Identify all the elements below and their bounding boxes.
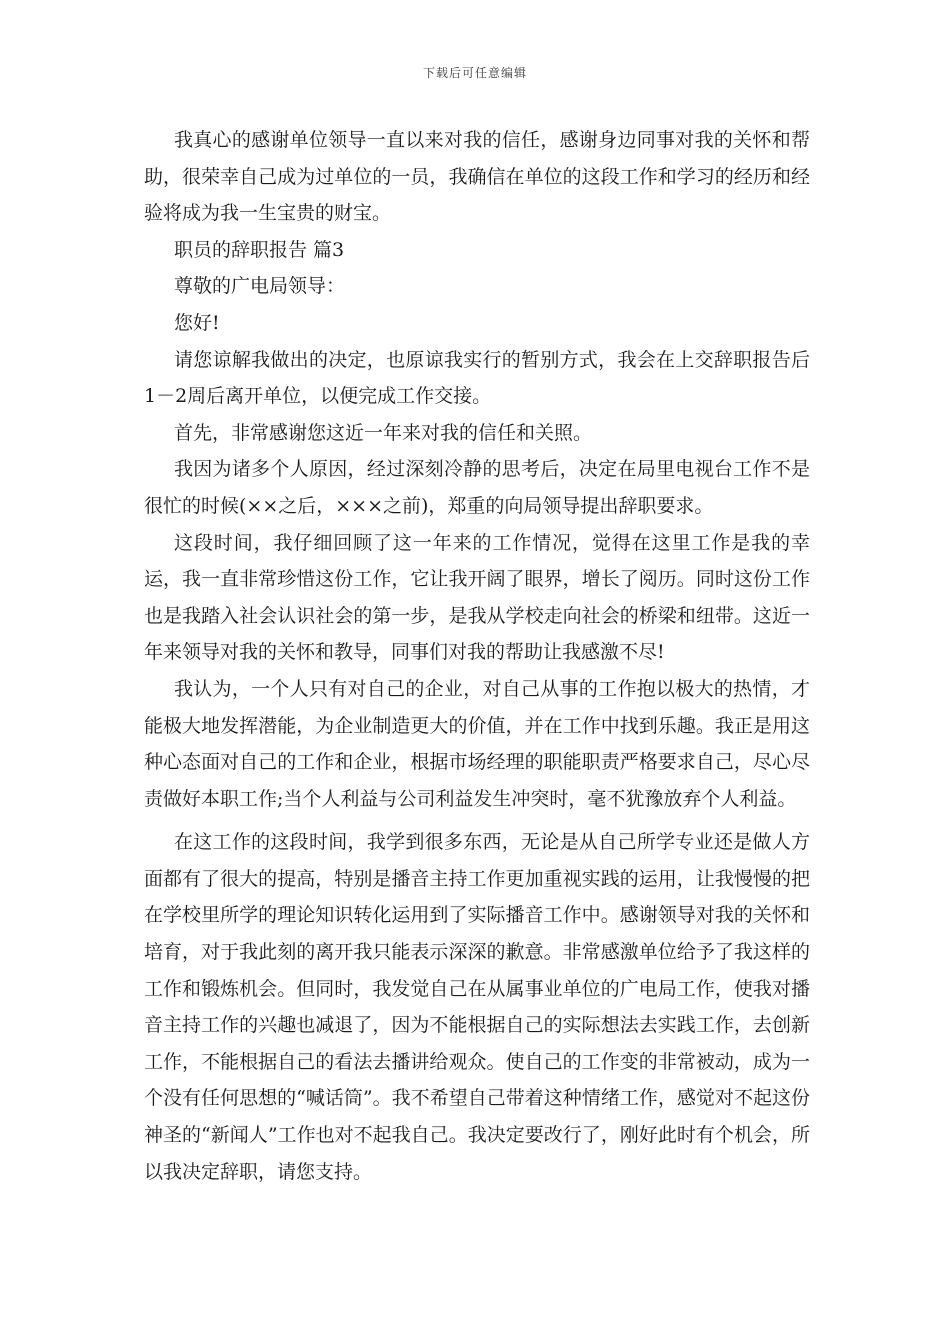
salutation: 尊敬的广电局领导： xyxy=(174,275,346,298)
paragraph-first-thanks: 首先，非常感谢您这近一年来对我的信任和关照。 xyxy=(174,421,593,444)
document-body xyxy=(144,122,810,1190)
page-header: 下载后可任意编辑 xyxy=(422,66,527,80)
paragraph-review: 这段时间，我仔细回顾了这一年来的工作情况，觉得在这里工作是我的幸运，我一直非常珍惜这份工作，它让我开阔了眼界，增长了阅历。同时这份工作也是我踏入社会认识社会的第一步，是我从学校走向社会的桥梁和纽带。这近一年来领导对我的关怀和教导，同事们对我的帮助让我感激不尽! xyxy=(144,531,810,664)
paragraph-request: 请您谅解我做出的决定，也原谅我实行的暂别方式，我会在上交辞职报告后1－2周后离开单位，以便完成工作交接。 xyxy=(144,348,810,408)
paragraph-thanks: 我真心的感谢单位领导一直以来对我的信任，感谢身边同事对我的关怀和帮助，很荣幸自己成为过单位的一员，我确信在单位的这段工作和学习的经历和经验将成为我一生宝贵的财宝。 xyxy=(144,129,810,225)
paragraph-attitude: 我认为，一个人只有对自己的企业，对自己从事的工作抱以极大的热情，才能极大地发挥潜能，为企业制造更大的价值，并在工作中找到乐趣。我正是用这种心态面对自己的工作和企业，根据市场经理的职能职责严格要求自己，尽心尽责做好本职工作;当个人利益与公司利益发生冲突时，毫不犹豫放弃个人利益。 xyxy=(144,677,810,810)
section-title: 职员的辞职报告 篇3 xyxy=(174,238,345,261)
greeting: 您好! xyxy=(174,311,220,334)
paragraph-decision: 在这工作的这段时间，我学到很多东西，无论是从自己所学专业还是做人方面都有了很大的提高，特别是播音主持工作更加重视实践的运用，让我慢慢的把在学校里所学的理论知识转化运用到了实际播音工作中。感谢领导对我的关怀和培育，对于我此刻的离开我只能表示深深的歉意。非常感激单位给予了我这样的工作和锻炼机会。但同时，我发觉自己在从属事业单位的广电局工作，使我对播音主持工作的兴趣也减退了，因为不能根据自己的实际想法去实践工作，去创新工作，不能根据自己的看法去播讲给观众。使自己的工作变的非常被动，成为一个没有任何思想的“喊话筒”。我不希望自己带着这种情绪工作，感觉对不起这份神圣的“新闻人”工作也对不起我自己。我决定要改行了，刚好此时有个机会，所以我决定辞职，请您支持。 xyxy=(144,831,810,1183)
paragraph-reason: 我因为诸多个人原因，经过深刻冷静的思考后，决定在局里电视台工作不是很忙的时候(××之后，×××之前)，郑重的向局领导提出辞职要求。 xyxy=(144,458,810,517)
